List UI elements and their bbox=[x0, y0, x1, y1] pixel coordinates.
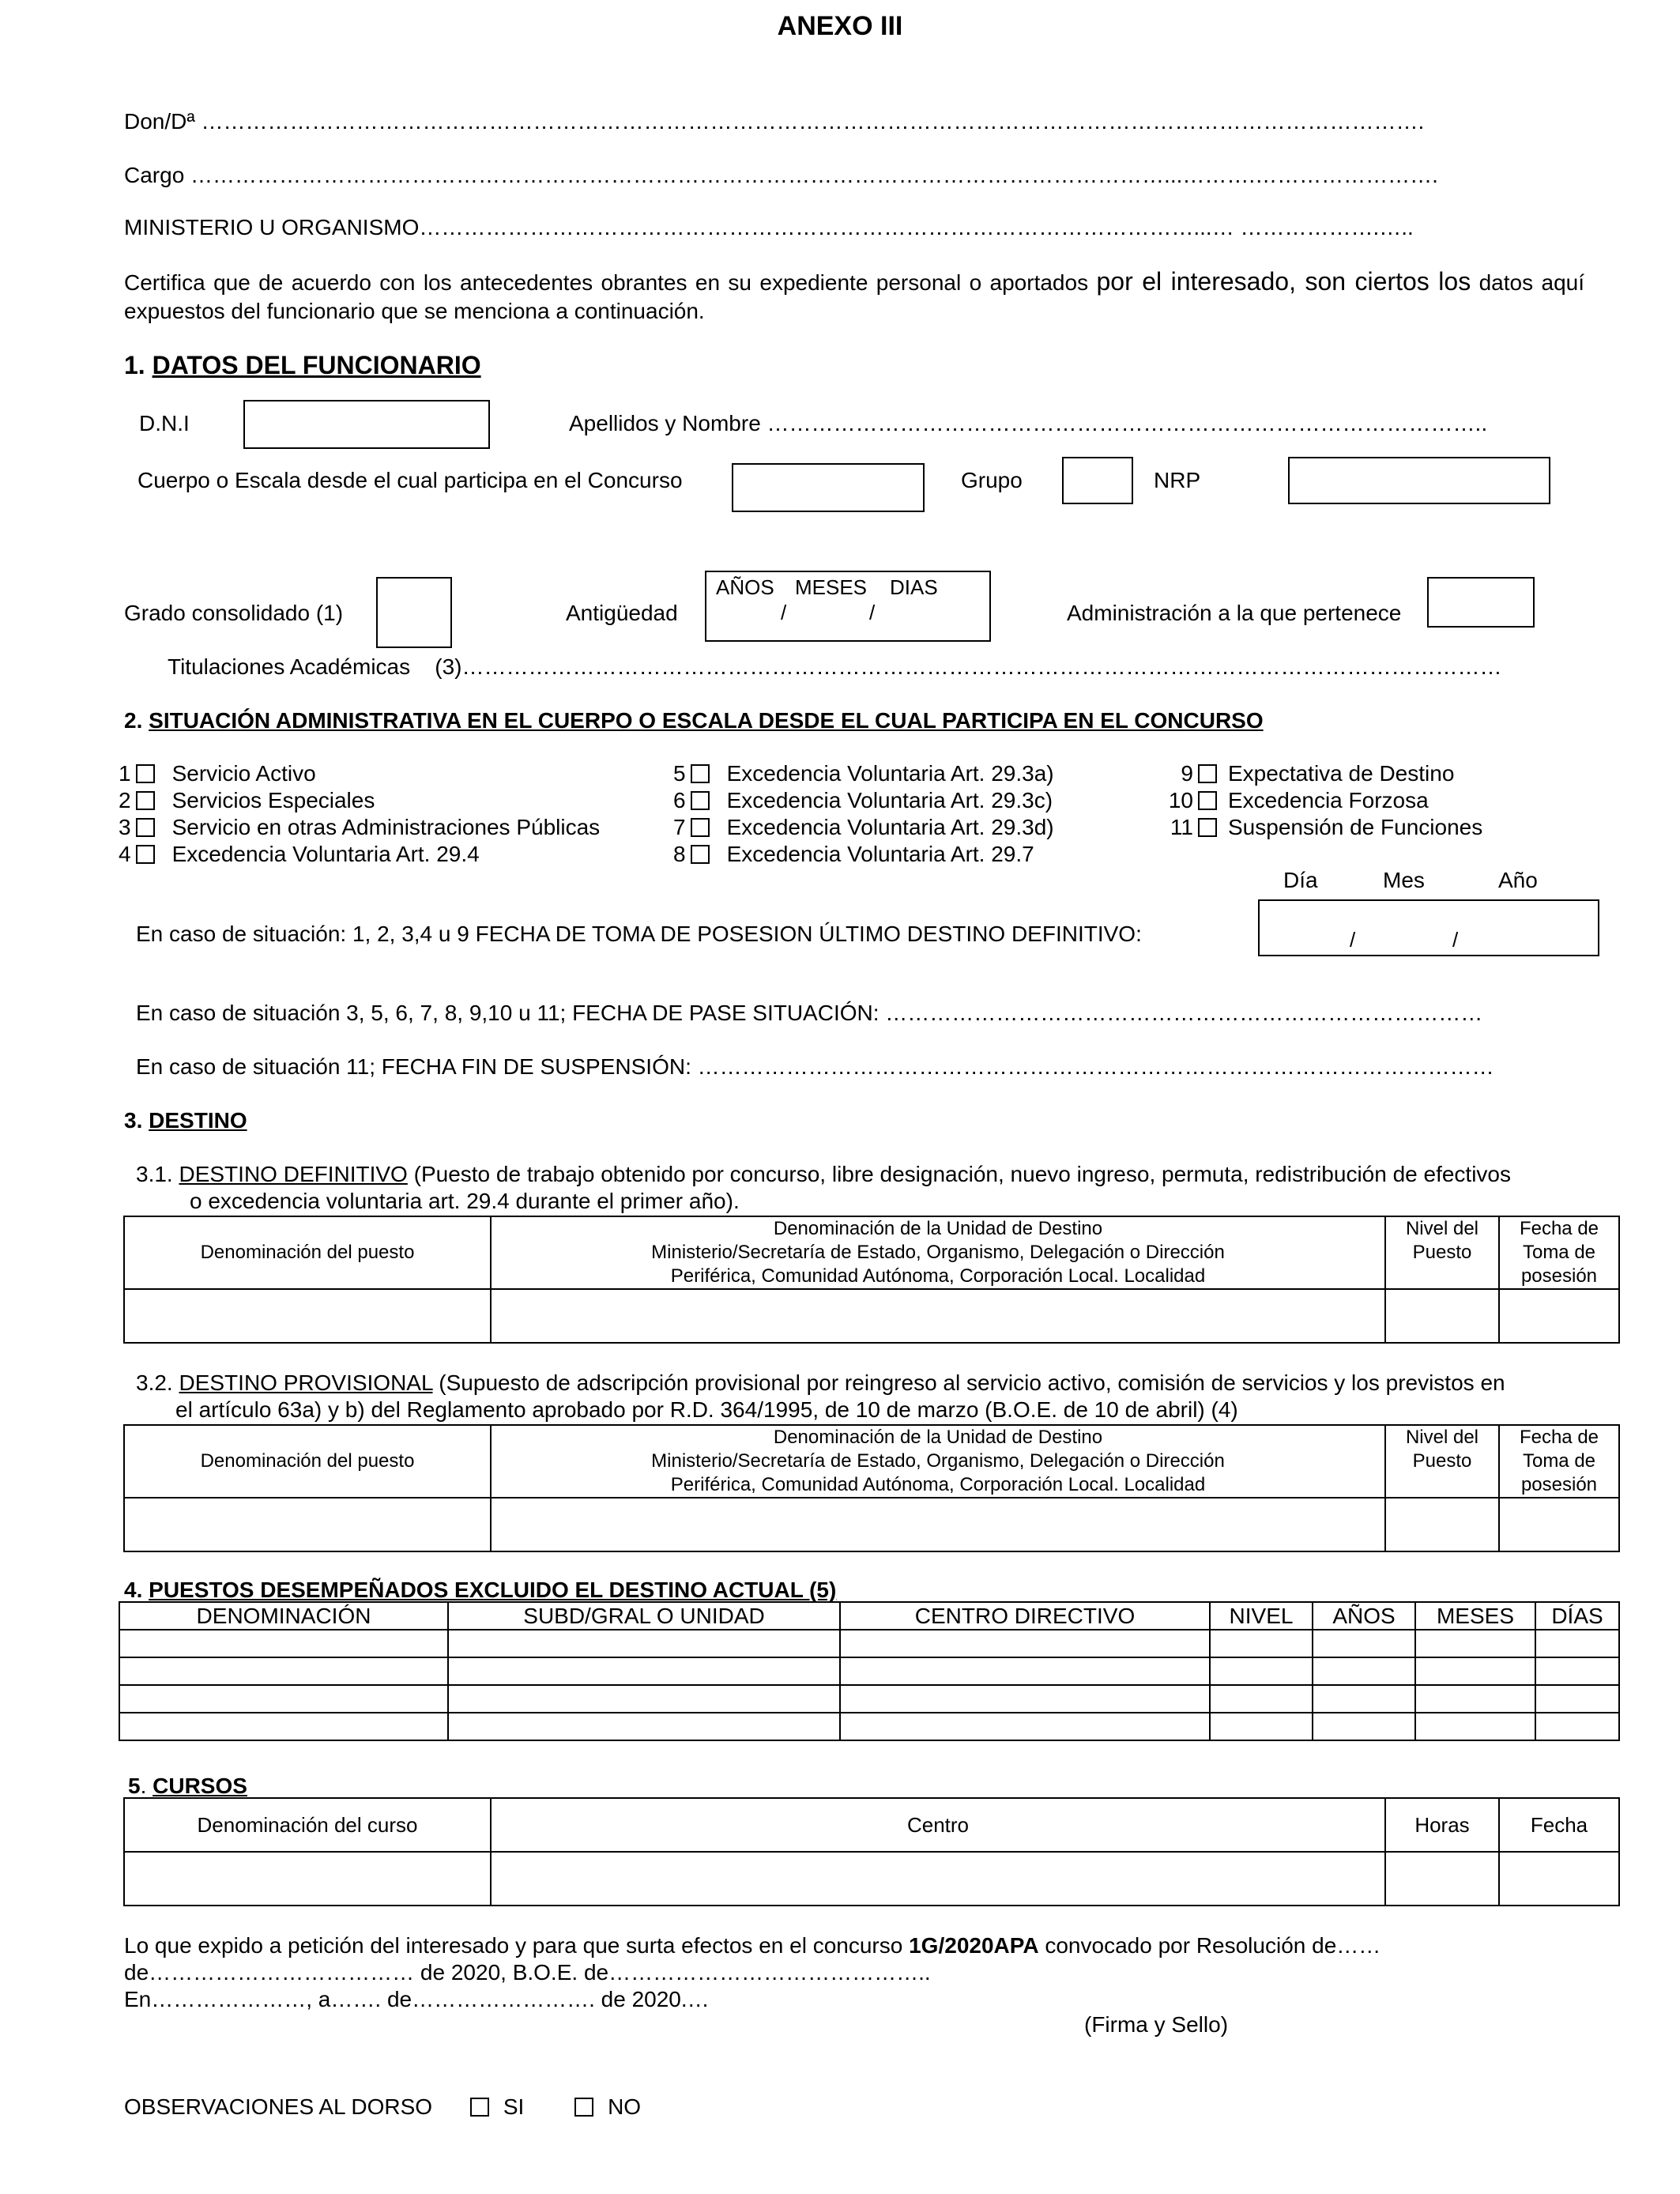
destino-provisional-line-1: 3.2. DESTINO PROVISIONAL (Supuesto de adscripción provisional por reingreso al servicio activo, comisión de servicios y los previstos en bbox=[136, 1370, 1505, 1395]
th-puesto: Denominación del puesto bbox=[124, 1216, 491, 1289]
checkbox[interactable] bbox=[136, 818, 155, 837]
situacion-item-9[interactable]: 9 Expectativa de Destino bbox=[1181, 761, 1455, 786]
checkbox[interactable] bbox=[691, 791, 710, 810]
grupo-input[interactable] bbox=[1062, 457, 1133, 504]
nrp-label: NRP bbox=[1154, 468, 1201, 492]
th-anos: AÑOS bbox=[1313, 1602, 1415, 1630]
th-denominacion: DENOMINACIÓN bbox=[119, 1602, 448, 1630]
nrp-input[interactable] bbox=[1288, 457, 1550, 504]
checkbox[interactable] bbox=[1198, 791, 1217, 810]
situacion-item-10[interactable]: 10 Excedencia Forzosa bbox=[1168, 788, 1429, 812]
expido-line-3: En…………………, a……. de……………………. de 2020.… bbox=[124, 1987, 710, 2011]
th-nivel: Nivel del Puesto bbox=[1385, 1425, 1499, 1498]
date-slash: / bbox=[781, 601, 787, 624]
th-horas: Horas bbox=[1385, 1798, 1499, 1852]
ano-label: Año bbox=[1498, 868, 1538, 892]
table-row bbox=[119, 1713, 1619, 1740]
si-label: SI bbox=[503, 2094, 525, 2119]
firma-label: (Firma y Sello) bbox=[1084, 2012, 1229, 2037]
situacion-col-1 bbox=[119, 760, 600, 868]
destino-provisional-line-2: el artículo 63a) y b) del Reglamento aprobado por R.D. 364/1995, de 10 de marzo (B.O.E. de 10 de abril) (4) bbox=[175, 1397, 1238, 1422]
dia-label: Día bbox=[1283, 868, 1318, 892]
th-subd-gral: SUBD/GRAL O UNIDAD bbox=[448, 1602, 840, 1630]
situacion-item-6[interactable]: 6 Excedencia Voluntaria Art. 29.3c) bbox=[673, 788, 1053, 812]
th-centro-directivo: CENTRO DIRECTIVO bbox=[840, 1602, 1210, 1630]
situacion-item-4[interactable]: 4 Excedencia Voluntaria Art. 29.4 bbox=[119, 842, 480, 866]
caso-2-line: En caso de situación 3, 5, 6, 7, 8, 9,10 u 11; FECHA DE PASE SITUACIÓN: ……………………………………………………………………… bbox=[136, 1001, 1483, 1025]
don-line: Don/Dª …………………………………………………………………………………………………………………………………………………. bbox=[124, 109, 1425, 134]
th-puesto: Denominación del puesto bbox=[124, 1425, 491, 1498]
th-denominacion-curso: Denominación del curso bbox=[124, 1798, 491, 1852]
cell-fecha[interactable] bbox=[1499, 1852, 1619, 1906]
checkbox[interactable] bbox=[691, 764, 710, 783]
checkbox[interactable] bbox=[136, 791, 155, 810]
checkbox[interactable] bbox=[691, 818, 710, 837]
situacion-col-3 bbox=[1166, 760, 1482, 841]
section-2-heading: 2. SITUACIÓN ADMINISTRATIVA EN EL CUERPO O ESCALA DESDE EL CUAL PARTICIPA EN EL CONCURSO bbox=[124, 708, 1264, 733]
administracion-input[interactable] bbox=[1427, 577, 1535, 628]
section-1-heading: 1. DATOS DEL FUNCIONARIO bbox=[124, 351, 481, 379]
situacion-item-1[interactable]: 1 Servicio Activo bbox=[119, 761, 316, 786]
destino-definitivo-line-1: 3.1. DESTINO DEFINITIVO (Puesto de trabajo obtenido por concurso, libre designación, nuevo ingreso, permuta, redistribución de efectivos bbox=[136, 1162, 1512, 1186]
situacion-col-2 bbox=[673, 760, 1054, 868]
grupo-label: Grupo bbox=[961, 468, 1023, 492]
th-centro: Centro bbox=[491, 1798, 1385, 1852]
antiguedad-label: Antigüedad bbox=[566, 601, 678, 625]
situacion-item-7[interactable]: 7 Excedencia Voluntaria Art. 29.3d) bbox=[673, 815, 1054, 839]
dias-label: DIAS bbox=[890, 575, 938, 599]
date-slash: / bbox=[869, 601, 876, 624]
antiguedad-box[interactable] bbox=[705, 571, 991, 642]
situacion-item-8[interactable]: 8 Excedencia Voluntaria Art. 29.7 bbox=[673, 842, 1034, 866]
section-5-heading: 5. CURSOS bbox=[128, 1774, 247, 1798]
th-meses: MESES bbox=[1415, 1602, 1535, 1630]
checkbox[interactable] bbox=[136, 764, 155, 783]
situacion-item-11[interactable]: 11 Suspensión de Funciones bbox=[1170, 815, 1483, 839]
no-checkbox[interactable] bbox=[574, 2098, 593, 2117]
checkbox[interactable] bbox=[136, 845, 155, 864]
titulaciones-label: Titulaciones Académicas (3)…………………………………………………………………………………………………………………………… bbox=[168, 654, 1502, 679]
destino-definitivo-line-2: o excedencia voluntaria art. 29.4 durante el primer año). bbox=[190, 1189, 740, 1213]
observaciones-row bbox=[124, 2094, 641, 2120]
cell-puesto[interactable] bbox=[124, 1289, 491, 1343]
section-3-heading: 3. DESTINO bbox=[124, 1108, 247, 1133]
th-fecha: Fecha de Toma de posesión bbox=[1499, 1216, 1619, 1289]
cell-curso[interactable] bbox=[124, 1852, 491, 1906]
cell-unidad[interactable] bbox=[491, 1498, 1385, 1551]
section-4-heading: 4. PUESTOS DESEMPEÑADOS EXCLUIDO EL DESTINO ACTUAL (5) bbox=[124, 1578, 837, 1602]
no-label: NO bbox=[608, 2094, 642, 2119]
dni-input[interactable] bbox=[243, 400, 490, 449]
cuerpo-input[interactable] bbox=[732, 463, 925, 512]
caso-1-line: En caso de situación: 1, 2, 3,4 u 9 FECHA DE TOMA DE POSESION ÚLTIMO DESTINO DEFINITIVO: bbox=[136, 922, 1142, 946]
meses-label: MESES bbox=[795, 575, 868, 599]
situacion-item-3[interactable]: 3 Servicio en otras Administraciones Públicas bbox=[119, 815, 601, 839]
th-nivel: NIVEL bbox=[1210, 1602, 1313, 1630]
cell-nivel[interactable] bbox=[1385, 1498, 1499, 1551]
observaciones-label: OBSERVACIONES AL DORSO bbox=[124, 2094, 433, 2119]
th-fecha: Fecha de Toma de posesión bbox=[1499, 1425, 1619, 1498]
puestos-table bbox=[119, 1601, 1620, 1741]
document-title: ANEXO III bbox=[777, 11, 903, 41]
fecha-toma-posesion-input[interactable] bbox=[1258, 899, 1599, 956]
cell-fecha[interactable] bbox=[1499, 1289, 1619, 1343]
date-slash: / bbox=[1350, 928, 1356, 952]
situacion-item-5[interactable]: 5 Excedencia Voluntaria Art. 29.3a) bbox=[673, 761, 1054, 786]
ministerio-line: MINISTERIO U ORGANISMO……………………………………………………………………………………………...… ……………….….. bbox=[124, 215, 1414, 239]
th-dias: DÍAS bbox=[1535, 1602, 1619, 1630]
table-row bbox=[119, 1657, 1619, 1685]
anos-label: AÑOS bbox=[716, 575, 774, 599]
mes-label: Mes bbox=[1383, 868, 1425, 892]
cell-fecha[interactable] bbox=[1499, 1498, 1619, 1551]
cursos-table bbox=[123, 1797, 1620, 1906]
dni-label: D.N.I bbox=[139, 411, 190, 435]
checkbox[interactable] bbox=[1198, 818, 1217, 837]
cell-unidad[interactable] bbox=[491, 1289, 1385, 1343]
cargo-line: Cargo ……………………………………………………………………………………………………………………...……….……………………. bbox=[124, 163, 1438, 187]
table-row bbox=[119, 1685, 1619, 1713]
si-checkbox[interactable] bbox=[470, 2098, 489, 2117]
date-slash: / bbox=[1452, 928, 1459, 952]
th-fecha-curso: Fecha bbox=[1499, 1798, 1619, 1852]
checkbox[interactable] bbox=[1198, 764, 1217, 783]
cell-centro[interactable] bbox=[491, 1852, 1385, 1906]
th-unidad: Denominación de la Unidad de Destino Ministerio/Secretaría de Estado, Organismo, Delegación o Dirección Periférica, Comunidad Autónoma, Corporación Local. Localidad bbox=[491, 1425, 1385, 1498]
cell-nivel[interactable] bbox=[1385, 1289, 1499, 1343]
destino-provisional-table bbox=[123, 1424, 1620, 1552]
checkbox[interactable] bbox=[691, 845, 710, 864]
apellidos-line: Apellidos y Nombre …………………………………………………………………………………….. bbox=[569, 411, 1488, 435]
administracion-label: Administración a la que pertenece bbox=[1067, 601, 1402, 625]
expido-line-2: de……………………………… de 2020, B.O.E. de…………………………………….. bbox=[124, 1960, 931, 1985]
th-nivel: Nivel del Puesto bbox=[1385, 1216, 1499, 1289]
destino-definitivo-table bbox=[123, 1216, 1620, 1344]
grado-input[interactable] bbox=[376, 577, 452, 648]
caso-3-line: En caso de situación 11; FECHA FIN DE SUSPENSIÓN: ……………………………………………………………………………………………… bbox=[136, 1054, 1494, 1079]
cell-puesto[interactable] bbox=[124, 1498, 491, 1551]
table-row bbox=[119, 1630, 1619, 1657]
grado-label: Grado consolidado (1) bbox=[124, 601, 344, 625]
cell-horas[interactable] bbox=[1385, 1852, 1499, 1906]
certifica-paragraph: Certifica que de acuerdo con los antecedentes obrantes en su expediente personal o aportados por el interesado, son ciertos los datos aquí expuestos del funcionario que se menciona a continuación. bbox=[124, 267, 1584, 323]
cuerpo-label: Cuerpo o Escala desde el cual participa en el Concurso bbox=[137, 468, 683, 492]
situacion-item-2[interactable]: 2 Servicios Especiales bbox=[119, 788, 375, 812]
expido-line-1: Lo que expido a petición del interesado y para que surta efectos en el concurso 1G/2020APA convocado por Resolución de…… bbox=[124, 1933, 1381, 1958]
th-unidad: Denominación de la Unidad de Destino Ministerio/Secretaría de Estado, Organismo, Delegación o Dirección Periférica, Comunidad Autónoma, Corporación Local. Localidad bbox=[491, 1216, 1385, 1289]
